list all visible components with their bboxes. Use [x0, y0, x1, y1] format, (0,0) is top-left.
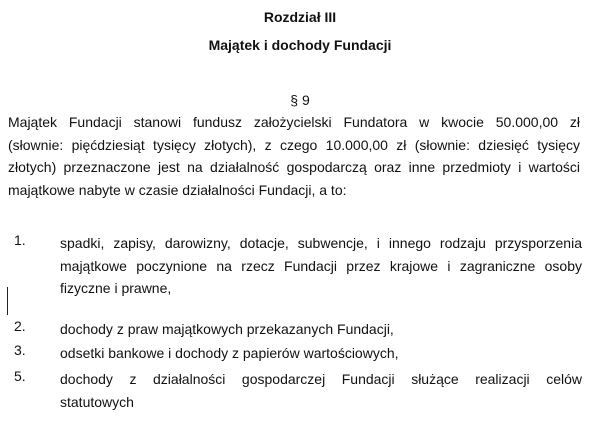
list-item-text	[60, 318, 582, 341]
paragraph-line: Majątek Fundacji stanowi fundusz założycielski Fundatora w kwocie 50.000,00 zł	[8, 114, 580, 130]
chapter-title: Majątek i dochody Fundacji	[208, 37, 392, 53]
list-item-number: 3.	[14, 342, 26, 358]
paragraph-line: złotych) przeznaczone jest na działalność gospodarczą oraz inne przedmioty i wartości	[8, 159, 580, 176]
margin-pen-mark	[7, 287, 8, 315]
list-item-line: dochody z praw majątkowych przekazanych Fundacji,	[60, 321, 394, 337]
chapter-heading: Rozdział III	[263, 9, 337, 25]
list-item-number: 1.	[14, 232, 26, 248]
list-item-line: statutowych	[60, 393, 134, 410]
paragraph-line: majątkowe nabyte w czasie działalności Fundacji, a to:	[8, 181, 347, 198]
list-item-line: dochody z działalności gospodarczej Fundacji służące realizacji celów	[60, 371, 582, 387]
list-item-text	[60, 368, 582, 413]
section-paragraph	[8, 111, 580, 201]
paragraph-line: (słownie: pięćdziesiąt tysięcy złotych), z czego 10.000,00 zł (słownie: dziesięć tysięcy	[8, 136, 580, 153]
list-item-text	[60, 342, 582, 365]
list-item-line: majątkowe poczynione na rzecz Fundacji przez krajowe i zagraniczne osoby	[60, 257, 582, 274]
list-item-line: fizyczne i prawne,	[60, 280, 172, 297]
list-item-line: spadki, zapisy, darowizny, dotacje, subwencje, i innego rodzaju przysporzenia	[60, 235, 582, 251]
section-number: § 9	[290, 92, 310, 108]
list-item-number: 5.	[14, 368, 26, 384]
list-item-number: 2.	[14, 318, 26, 334]
list-item-line: odsetki bankowe i dochody z papierów wartościowych,	[60, 345, 399, 361]
list-item-text	[60, 232, 582, 300]
